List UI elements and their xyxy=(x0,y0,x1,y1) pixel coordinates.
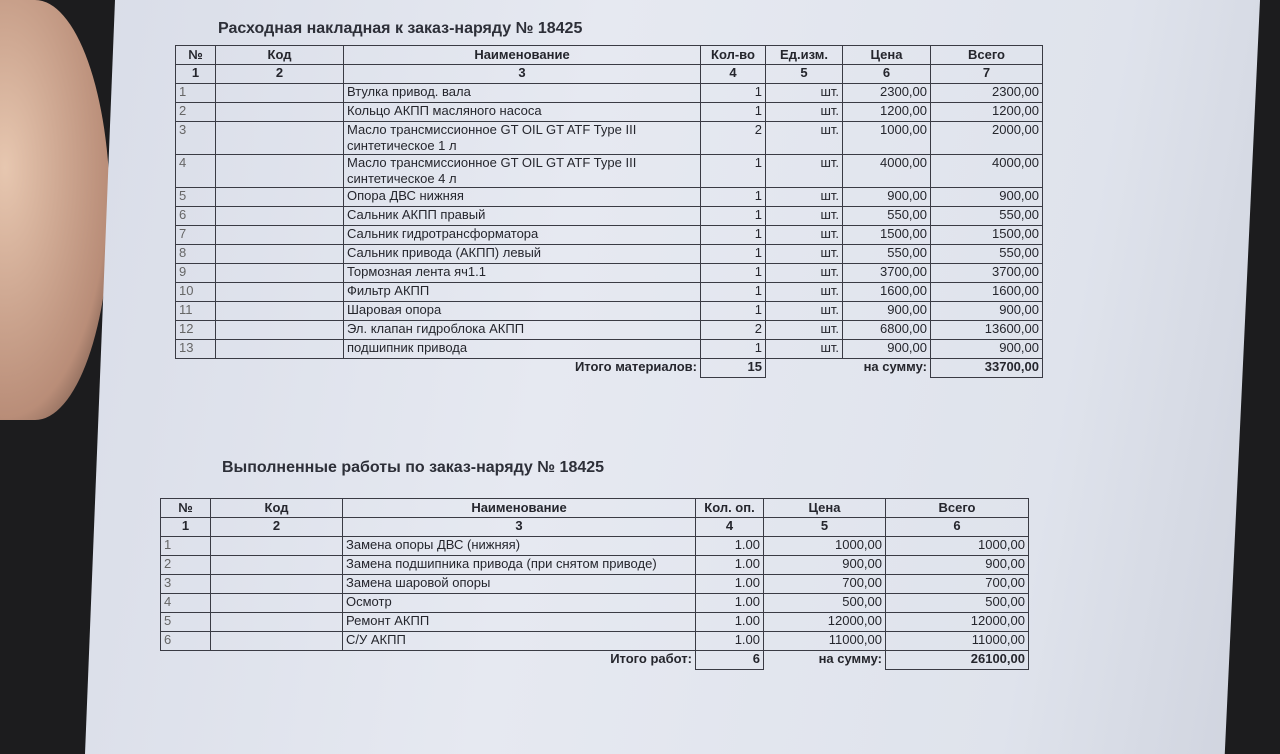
column-number: 3 xyxy=(344,65,701,84)
table-row xyxy=(176,264,1043,283)
cell-qty: 1.00 xyxy=(696,594,764,613)
cell-price: 550,00 xyxy=(843,207,931,226)
cell-price: 1000,00 xyxy=(843,122,931,155)
cell-n: 3 xyxy=(161,575,211,594)
cell-name: подшипник привода xyxy=(344,340,701,359)
column-number: 2 xyxy=(216,65,344,84)
total-row xyxy=(176,359,1043,378)
cell-name: Замена опоры ДВС (нижняя) xyxy=(343,537,696,556)
cell-qty: 1 xyxy=(701,302,766,321)
cell-total: 900,00 xyxy=(886,556,1029,575)
total-label: Итого работ: xyxy=(610,651,692,666)
cell-code xyxy=(216,283,344,302)
column-number: 7 xyxy=(931,65,1043,84)
table-row xyxy=(176,84,1043,103)
cell-price: 900,00 xyxy=(843,188,931,207)
cell-price: 1000,00 xyxy=(764,537,886,556)
cell-qty: 1.00 xyxy=(696,632,764,651)
table-row xyxy=(161,632,1029,651)
cell-unit: шт. xyxy=(766,321,843,340)
cell-name: Сальник привода (АКПП) левый xyxy=(344,245,701,264)
cell-total: 13600,00 xyxy=(931,321,1043,340)
cell-code xyxy=(211,575,343,594)
cell-price: 900,00 xyxy=(843,302,931,321)
cell-total: 500,00 xyxy=(886,594,1029,613)
column-number: 2 xyxy=(211,518,343,537)
cell-n: 1 xyxy=(176,84,216,103)
column-header: Кол-во xyxy=(701,46,766,65)
sum-label: на сумму: xyxy=(818,651,882,666)
table-row xyxy=(161,556,1029,575)
column-number: 6 xyxy=(886,518,1029,537)
cell-unit: шт. xyxy=(766,264,843,283)
cell-qty: 1 xyxy=(701,226,766,245)
table-row xyxy=(176,245,1043,264)
cell-unit: шт. xyxy=(766,226,843,245)
cell-total: 12000,00 xyxy=(886,613,1029,632)
column-number: 1 xyxy=(176,65,216,84)
column-header: Ед.изм. xyxy=(766,46,843,65)
table-row xyxy=(176,207,1043,226)
sum-value: 33700,00 xyxy=(931,359,1043,378)
cell-name: Замена шаровой опоры xyxy=(343,575,696,594)
cell-code xyxy=(216,321,344,340)
cell-total: 700,00 xyxy=(886,575,1029,594)
cell-n: 12 xyxy=(176,321,216,340)
cell-n: 1 xyxy=(161,537,211,556)
table-row xyxy=(176,283,1043,302)
cell-n: 5 xyxy=(161,613,211,632)
cell-code xyxy=(211,613,343,632)
table-row xyxy=(161,613,1029,632)
cell-n: 11 xyxy=(176,302,216,321)
cell-total: 1200,00 xyxy=(931,103,1043,122)
column-number: 4 xyxy=(701,65,766,84)
cell-name: С/У АКПП xyxy=(343,632,696,651)
total-quantity: 6 xyxy=(696,651,764,670)
column-header: Наименование xyxy=(344,46,701,65)
cell-unit: шт. xyxy=(766,122,843,155)
table-row xyxy=(176,103,1043,122)
cell-total: 1500,00 xyxy=(931,226,1043,245)
cell-unit: шт. xyxy=(766,283,843,302)
table-row xyxy=(176,302,1043,321)
column-number-row xyxy=(176,65,1043,84)
cell-code xyxy=(211,556,343,575)
column-number-row xyxy=(161,518,1029,537)
cell-unit: шт. xyxy=(766,207,843,226)
cell-n: 2 xyxy=(161,556,211,575)
materials-title: Расходная накладная к заказ-наряду № 18425 xyxy=(218,20,583,37)
cell-code xyxy=(216,122,344,155)
hand-holding-paper xyxy=(0,0,110,420)
cell-price: 2300,00 xyxy=(843,84,931,103)
column-header: Кол. оп. xyxy=(696,499,764,518)
total-row xyxy=(161,651,1029,670)
column-number: 4 xyxy=(696,518,764,537)
cell-total: 900,00 xyxy=(931,188,1043,207)
cell-n: 13 xyxy=(176,340,216,359)
cell-price: 900,00 xyxy=(843,340,931,359)
table-row xyxy=(161,537,1029,556)
cell-name: Тормозная лента яч1.1 xyxy=(344,264,701,283)
cell-price: 1600,00 xyxy=(843,283,931,302)
cell-price: 550,00 xyxy=(843,245,931,264)
cell-qty: 1 xyxy=(701,155,766,188)
cell-n: 8 xyxy=(176,245,216,264)
cell-total: 2300,00 xyxy=(931,84,1043,103)
cell-code xyxy=(216,207,344,226)
cell-n: 4 xyxy=(161,594,211,613)
cell-total: 900,00 xyxy=(931,340,1043,359)
column-number: 5 xyxy=(764,518,886,537)
cell-name: Ремонт АКПП xyxy=(343,613,696,632)
column-header: № xyxy=(176,46,216,65)
cell-qty: 1 xyxy=(701,84,766,103)
cell-unit: шт. xyxy=(766,155,843,188)
cell-total: 550,00 xyxy=(931,207,1043,226)
table-row xyxy=(161,575,1029,594)
cell-n: 5 xyxy=(176,188,216,207)
cell-unit: шт. xyxy=(766,84,843,103)
cell-total: 1600,00 xyxy=(931,283,1043,302)
cell-code xyxy=(216,226,344,245)
cell-price: 900,00 xyxy=(764,556,886,575)
column-header: № xyxy=(161,499,211,518)
cell-name: Эл. клапан гидроблока АКПП xyxy=(344,321,701,340)
cell-price: 3700,00 xyxy=(843,264,931,283)
cell-price: 500,00 xyxy=(764,594,886,613)
cell-code xyxy=(216,155,344,188)
cell-unit: шт. xyxy=(766,302,843,321)
sum-label: на сумму: xyxy=(863,359,927,374)
table-row xyxy=(161,594,1029,613)
cell-name: Сальник гидротрансформатора xyxy=(344,226,701,245)
cell-name: Замена подшипника привода (при снятом приводе) xyxy=(343,556,696,575)
cell-name: Втулка привод. вала xyxy=(344,84,701,103)
cell-unit: шт. xyxy=(766,340,843,359)
table-row xyxy=(176,155,1043,188)
cell-price: 1200,00 xyxy=(843,103,931,122)
cell-qty: 1.00 xyxy=(696,613,764,632)
column-number: 5 xyxy=(766,65,843,84)
table-row xyxy=(176,188,1043,207)
cell-name: Масло трансмиссионное GT OIL GT ATF Type III синтетическое 4 л xyxy=(344,155,701,188)
cell-n: 6 xyxy=(176,207,216,226)
column-header: Наименование xyxy=(343,499,696,518)
cell-total: 550,00 xyxy=(931,245,1043,264)
cell-qty: 1.00 xyxy=(696,556,764,575)
cell-code xyxy=(211,537,343,556)
cell-name: Фильтр АКПП xyxy=(344,283,701,302)
table-row xyxy=(176,122,1043,155)
cell-code xyxy=(211,632,343,651)
works-table xyxy=(160,498,1029,670)
cell-qty: 1 xyxy=(701,264,766,283)
cell-n: 7 xyxy=(176,226,216,245)
total-quantity: 15 xyxy=(701,359,766,378)
column-header: Всего xyxy=(931,46,1043,65)
cell-name: Опора ДВС нижняя xyxy=(344,188,701,207)
cell-price: 6800,00 xyxy=(843,321,931,340)
cell-n: 3 xyxy=(176,122,216,155)
column-header: Код xyxy=(211,499,343,518)
cell-qty: 2 xyxy=(701,122,766,155)
cell-unit: шт. xyxy=(766,245,843,264)
cell-code xyxy=(216,264,344,283)
cell-code xyxy=(216,245,344,264)
cell-qty: 1 xyxy=(701,207,766,226)
cell-unit: шт. xyxy=(766,103,843,122)
cell-total: 11000,00 xyxy=(886,632,1029,651)
table-row xyxy=(176,340,1043,359)
column-number: 6 xyxy=(843,65,931,84)
cell-total: 3700,00 xyxy=(931,264,1043,283)
cell-qty: 1.00 xyxy=(696,537,764,556)
cell-qty: 1 xyxy=(701,103,766,122)
works-title: Выполненные работы по заказ-наряду № 18425 xyxy=(222,459,605,476)
sum-value: 26100,00 xyxy=(886,651,1029,670)
column-header: Всего xyxy=(886,499,1029,518)
cell-price: 700,00 xyxy=(764,575,886,594)
cell-total: 1000,00 xyxy=(886,537,1029,556)
cell-code xyxy=(216,340,344,359)
column-header: Код xyxy=(216,46,344,65)
table-row xyxy=(176,321,1043,340)
cell-qty: 1 xyxy=(701,188,766,207)
cell-code xyxy=(216,84,344,103)
table-row xyxy=(176,226,1043,245)
cell-n: 10 xyxy=(176,283,216,302)
cell-n: 6 xyxy=(161,632,211,651)
column-header: Цена xyxy=(764,499,886,518)
cell-qty: 1 xyxy=(701,283,766,302)
total-label: Итого материалов: xyxy=(574,359,697,374)
cell-total: 4000,00 xyxy=(931,155,1043,188)
column-header: Цена xyxy=(843,46,931,65)
cell-qty: 2 xyxy=(701,321,766,340)
cell-qty: 1 xyxy=(701,340,766,359)
column-number: 3 xyxy=(343,518,696,537)
cell-n: 9 xyxy=(176,264,216,283)
cell-n: 2 xyxy=(176,103,216,122)
cell-qty: 1.00 xyxy=(696,575,764,594)
cell-name: Масло трансмиссионное GT OIL GT ATF Type III синтетическое 1 л xyxy=(344,122,701,155)
cell-total: 900,00 xyxy=(931,302,1043,321)
cell-code xyxy=(216,302,344,321)
cell-price: 4000,00 xyxy=(843,155,931,188)
header-row xyxy=(176,46,1043,65)
cell-name: Сальник АКПП правый xyxy=(344,207,701,226)
cell-qty: 1 xyxy=(701,245,766,264)
column-number: 1 xyxy=(161,518,211,537)
header-row xyxy=(161,499,1029,518)
cell-price: 1500,00 xyxy=(843,226,931,245)
cell-name: Шаровая опора xyxy=(344,302,701,321)
cell-unit: шт. xyxy=(766,188,843,207)
cell-price: 11000,00 xyxy=(764,632,886,651)
cell-n: 4 xyxy=(176,155,216,188)
cell-name: Кольцо АКПП масляного насоса xyxy=(344,103,701,122)
cell-price: 12000,00 xyxy=(764,613,886,632)
materials-table xyxy=(175,45,1043,378)
cell-code xyxy=(216,103,344,122)
cell-code xyxy=(216,188,344,207)
cell-total: 2000,00 xyxy=(931,122,1043,155)
cell-code xyxy=(211,594,343,613)
cell-name: Осмотр xyxy=(343,594,696,613)
